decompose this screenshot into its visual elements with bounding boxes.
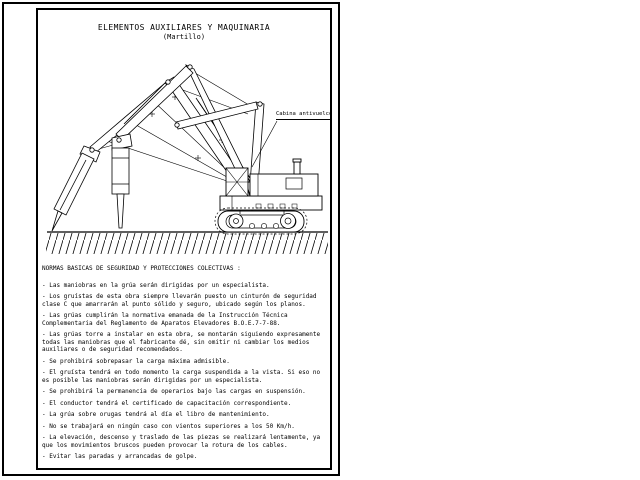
rollover-cab bbox=[226, 168, 248, 196]
norm-item: - Los gruístas de esta obra siempre llevarán puesto un cinturón de seguridad clase C que amarrarán al punto sólido y seguro, ubicado según los planos. bbox=[42, 293, 317, 308]
norm-item: - La elevación, descenso y traslado de las piezas se realizará lentamente, ya que los movimientos bruscos pueden provocar la rotura de los cables. bbox=[42, 434, 321, 449]
engine-hood bbox=[250, 174, 318, 196]
ground-hatch bbox=[46, 232, 328, 254]
engine-window bbox=[286, 178, 302, 189]
norm-item: - Las grúas cumplirán la normativa emanada de la Instrucción Técnica Complementaria del Reglamento de Aparatos Elevadores B.O.E.7-7-88. bbox=[42, 312, 288, 327]
hydraulic-hammer-vertical bbox=[112, 134, 132, 228]
norm-item: - La grúa sobre orugas tendrá al día el libro de mantenimiento. bbox=[42, 411, 270, 418]
cab-label: Cabina antivuelco bbox=[276, 111, 332, 120]
safety-norms-section bbox=[42, 265, 330, 465]
norm-item: - Las grúas torre a instalar en esta obra, se montarán siguiendo expresamente todas las maniobras que el fabricante dé, sin omitir ni cambiar los medios auxiliares o de seguridad recomendados. bbox=[42, 331, 321, 353]
boom-c bbox=[250, 102, 264, 186]
norm-item: - Evitar las paradas y arrancadas de golpe. bbox=[42, 453, 198, 460]
exhaust-stack bbox=[294, 162, 300, 174]
hydraulic-hammer-angled bbox=[52, 146, 100, 231]
norm-item: - No se trabajará en ningún caso con vientos superiores a los 50 Km/h. bbox=[42, 422, 295, 430]
norms-heading: NORMAS BASICAS DE SEGURIDAD Y PROTECCIONES COLECTIVAS : bbox=[42, 265, 241, 272]
norm-item: - El gruísta tendrá en todo momento la carga suspendida a la vista. Si eso no es posible las maniobras serán dirigidas por un especialista. bbox=[42, 369, 321, 384]
sheet-subtitle: (Martillo) bbox=[162, 33, 206, 41]
norm-item: - Se prohibirá sobrepasar la carga máxima admisible. bbox=[42, 357, 230, 365]
crawler-tracks bbox=[215, 208, 307, 234]
norm-item: - Las maniobras en la grúa serán dirigidas por un especialista. bbox=[42, 281, 270, 289]
sheet-title: ELEMENTOS AUXILIARES Y MAQUINARIA bbox=[97, 23, 271, 32]
norm-item: - Se prohibirá la permanencia de operarios bajo las cargas en suspensión. bbox=[42, 388, 306, 395]
norm-item: - El conductor tendrá el certificado de capacitación correspondiente. bbox=[42, 399, 292, 407]
